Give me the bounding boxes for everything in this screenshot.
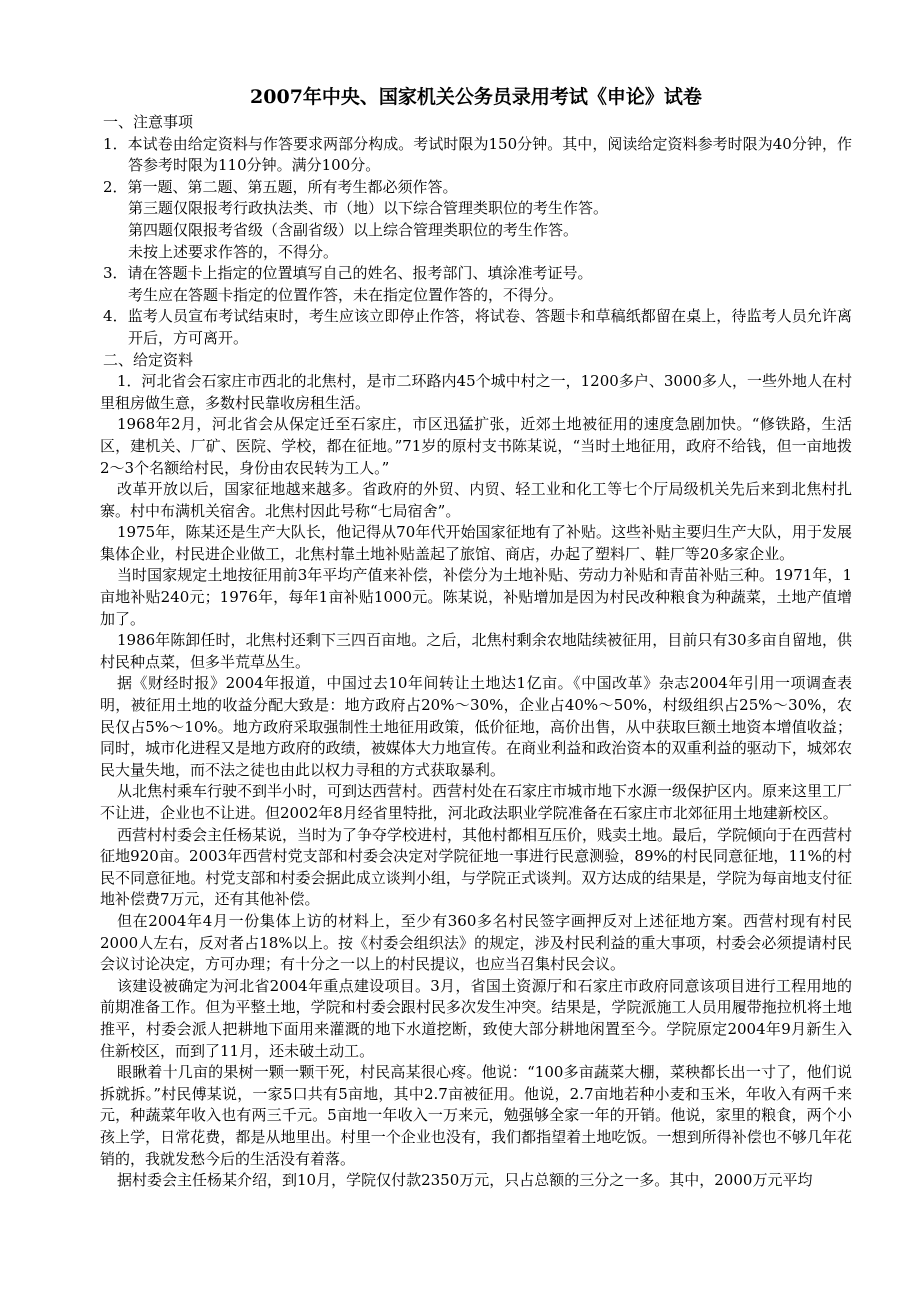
material-paragraph: 眼瞅着十几亩的果树一颗一颗干死，村民高某很心疼。他说：“100多亩蔬菜大棚，菜秧都长出一寸了，他们说拆就拆。”村民傅某说，一家5口共有5亩地，其中2.7亩被征用。他说，2.7亩地若种小麦和玉米，年收入有两千来元，种蔬菜年收入也有两三千元。5亩地一年收入一万来元，勉强够全家一年的开销。他说，家里的粮食，两个小孩上学，日常花费，都是从地里出。村里一个企业也没有，我们都指望着土地吃饭。一想到所得补偿也不够几年花销的，我就发愁今后的生活没有着落。 [100,1063,852,1168]
document-title: 2007年中央、国家机关公务员录用考试《申论》试卷 [250,86,702,108]
notes-list [100,134,852,350]
note-subitem: 未按上述要求作答的，不得分。 [128,242,339,261]
note-subitem: 第四题仅限报考省级（含副省级）以上综合管理类职位的考生作答。 [128,220,579,239]
note-item: 3．请在答题卡上指定的位置填写自己的姓名、报考部门、填涂准考证号。 [103,264,593,283]
material-paragraph: 据村委会主任杨某介绍，到10月，学院仅付款2350万元，只占总额的三分之一多。其中，2000万元平均 [117,1171,813,1190]
note-item: 4．监考人员宣布考试结束时，考生应该立即停止作答，将试卷、答题卡和草稿纸都留在桌上，待监考人员允许离开后，方可离开。 [103,307,852,347]
note-item: 1．本试卷由给定资料与作答要求两部分构成。考试时限为150分钟。其中，阅读给定资料参考时限为40分钟，作答参考时限为110分钟。满分100分。 [103,134,852,175]
material-paragraph: 改革开放以后，国家征地越来越多。省政府的外贸、内贸、轻工业和化工等七个厅局级机关先后来到北焦村扎寨。村中布满机关宿舍。北焦村因此号称“七局宿舍”。 [100,480,852,520]
note-item: 2．第一题、第二题、第五题，所有考生都必须作答。 [103,177,458,196]
material-paragraph: 1968年2月，河北省会从保定迁至石家庄，市区迅猛扩张，近郊土地被征用的速度急剧加快。“修铁路，生活区，建机关、厂矿、医院、学校，都在征地。”71岁的原村支书陈某说，“当时土地征用，政府不给钱，但一亩地拨2～3个名额给村民，身份由农民转为工人。” [100,415,852,477]
material-paragraph: 1975年，陈某还是生产大队长，他记得从70年代开始国家征地有了补贴。这些补贴主要归生产大队，用于发展集体企业，村民进企业做工，北焦村靠土地补贴盖起了旅馆、商店，办起了塑料厂、鞋厂等20多家企业。 [100,523,852,563]
note-subitem: 第三题仅限报考行政执法类、市（地）以下综合管理类职位的考生作答。 [128,199,609,218]
material-paragraph: 据《财经时报》2004年报道，中国过去10年间转让土地达1亿亩。《中国改革》杂志2004年引用一项调查表明，被征用土地的收益分配大致是：地方政府占20%～30%，企业占40%～50%，村级组织占25%～30%，农民仅占5%～10%。地方政府采取强制性土地征用政策，低价征地，高价出售，从中获取巨额土地资本增值收益；同时，城市化进程又是地方政府的政绩，被媒体大力地宣传。在商业利益和政治资本的双重利益的驱动下，城郊农民大量失地，而不法之徒也由此以权力寻租的方式获取暴利。 [100,674,852,779]
document-page [100,84,852,1192]
material-paragraph: 但在2004年4月一份集体上访的材料上，至少有360多名村民签字画押反对上述征地方案。西营村现有村民2000人左右，反对者占18%以上。按《村委会组织法》的规定，涉及村民利益的重大事项，村委会必须提请村民会议讨论决定，方可办理；有十分之一以上的村民提议，也应当召集村民会议。 [100,911,852,974]
material-paragraph: 当时国家规定土地按征用前3年平均产值来补偿，补偿分为土地补贴、劳动力补贴和青苗补贴三种。1971年，1亩地补贴240元；1976年，每年1亩补贴1000元。陈某说，补贴增加是因为村民改种粮食为种蔬菜，土地产值增加了。 [100,566,852,628]
section-heading-notes: 一、注意事项 [103,113,194,131]
material-paragraph: 1986年陈卸任时，北焦村还剩下三四百亩地。之后，北焦村剩余农地陆续被征用，目前只有30多亩自留地，供村民种点菜，但多半荒草丛生。 [100,631,852,671]
note-subitem: 考生应在答题卡指定的位置作答，未在指定位置作答的，不得分。 [128,285,564,304]
material-paragraph: 西营村村委会主任杨某说，当时为了争夺学校进村，其他村都相互压价，贱卖土地。最后，学院倾向于在西营村征地920亩。2003年西营村党支部和村委会决定对学院征地一事进行民意测验，89%的村民同意征地，11%的村民不同意征地。村党支部和村委会据此成立谈判小组，与学院正式谈判。双方达成的结果是，学院为每亩地支付征地补偿费7万元，还有其他补偿。 [100,825,853,909]
materials-body [100,371,852,1192]
material-paragraph: 从北焦村乘车行驶不到半小时，可到达西营村。西营村处在石家庄市城市地下水源一级保护区内。原来这里工厂不让进，企业也不让进。但2002年8月经省里特批，河北政法职业学院准备在石家庄市北郊征用土地建新校区。 [100,782,853,822]
section-heading-materials: 二、给定资料 [103,350,194,369]
material-paragraph: 1．河北省会石家庄市西北的北焦村，是市二环路内45个城中村之一，1200多户、3000多人，一些外地人在村里租房做生意，多数村民靠收房租生活。 [100,372,852,412]
material-paragraph: 该建设被确定为河北省2004年重点建设项目。3月，省国土资源厅和石家庄市政府同意该项目进行工程用地的前期准备工作。但为平整土地，学院和村委会跟村民多次发生冲突。结果是，学院派施工人员用履带拖拉机将土地推平，村委会派人把耕地下面用来灌溉的地下水道挖断，致使大部分耕地闲置至今。学院原定2004年9月新生入住新校区，而到了11月，还未破土动工。 [100,976,852,1060]
